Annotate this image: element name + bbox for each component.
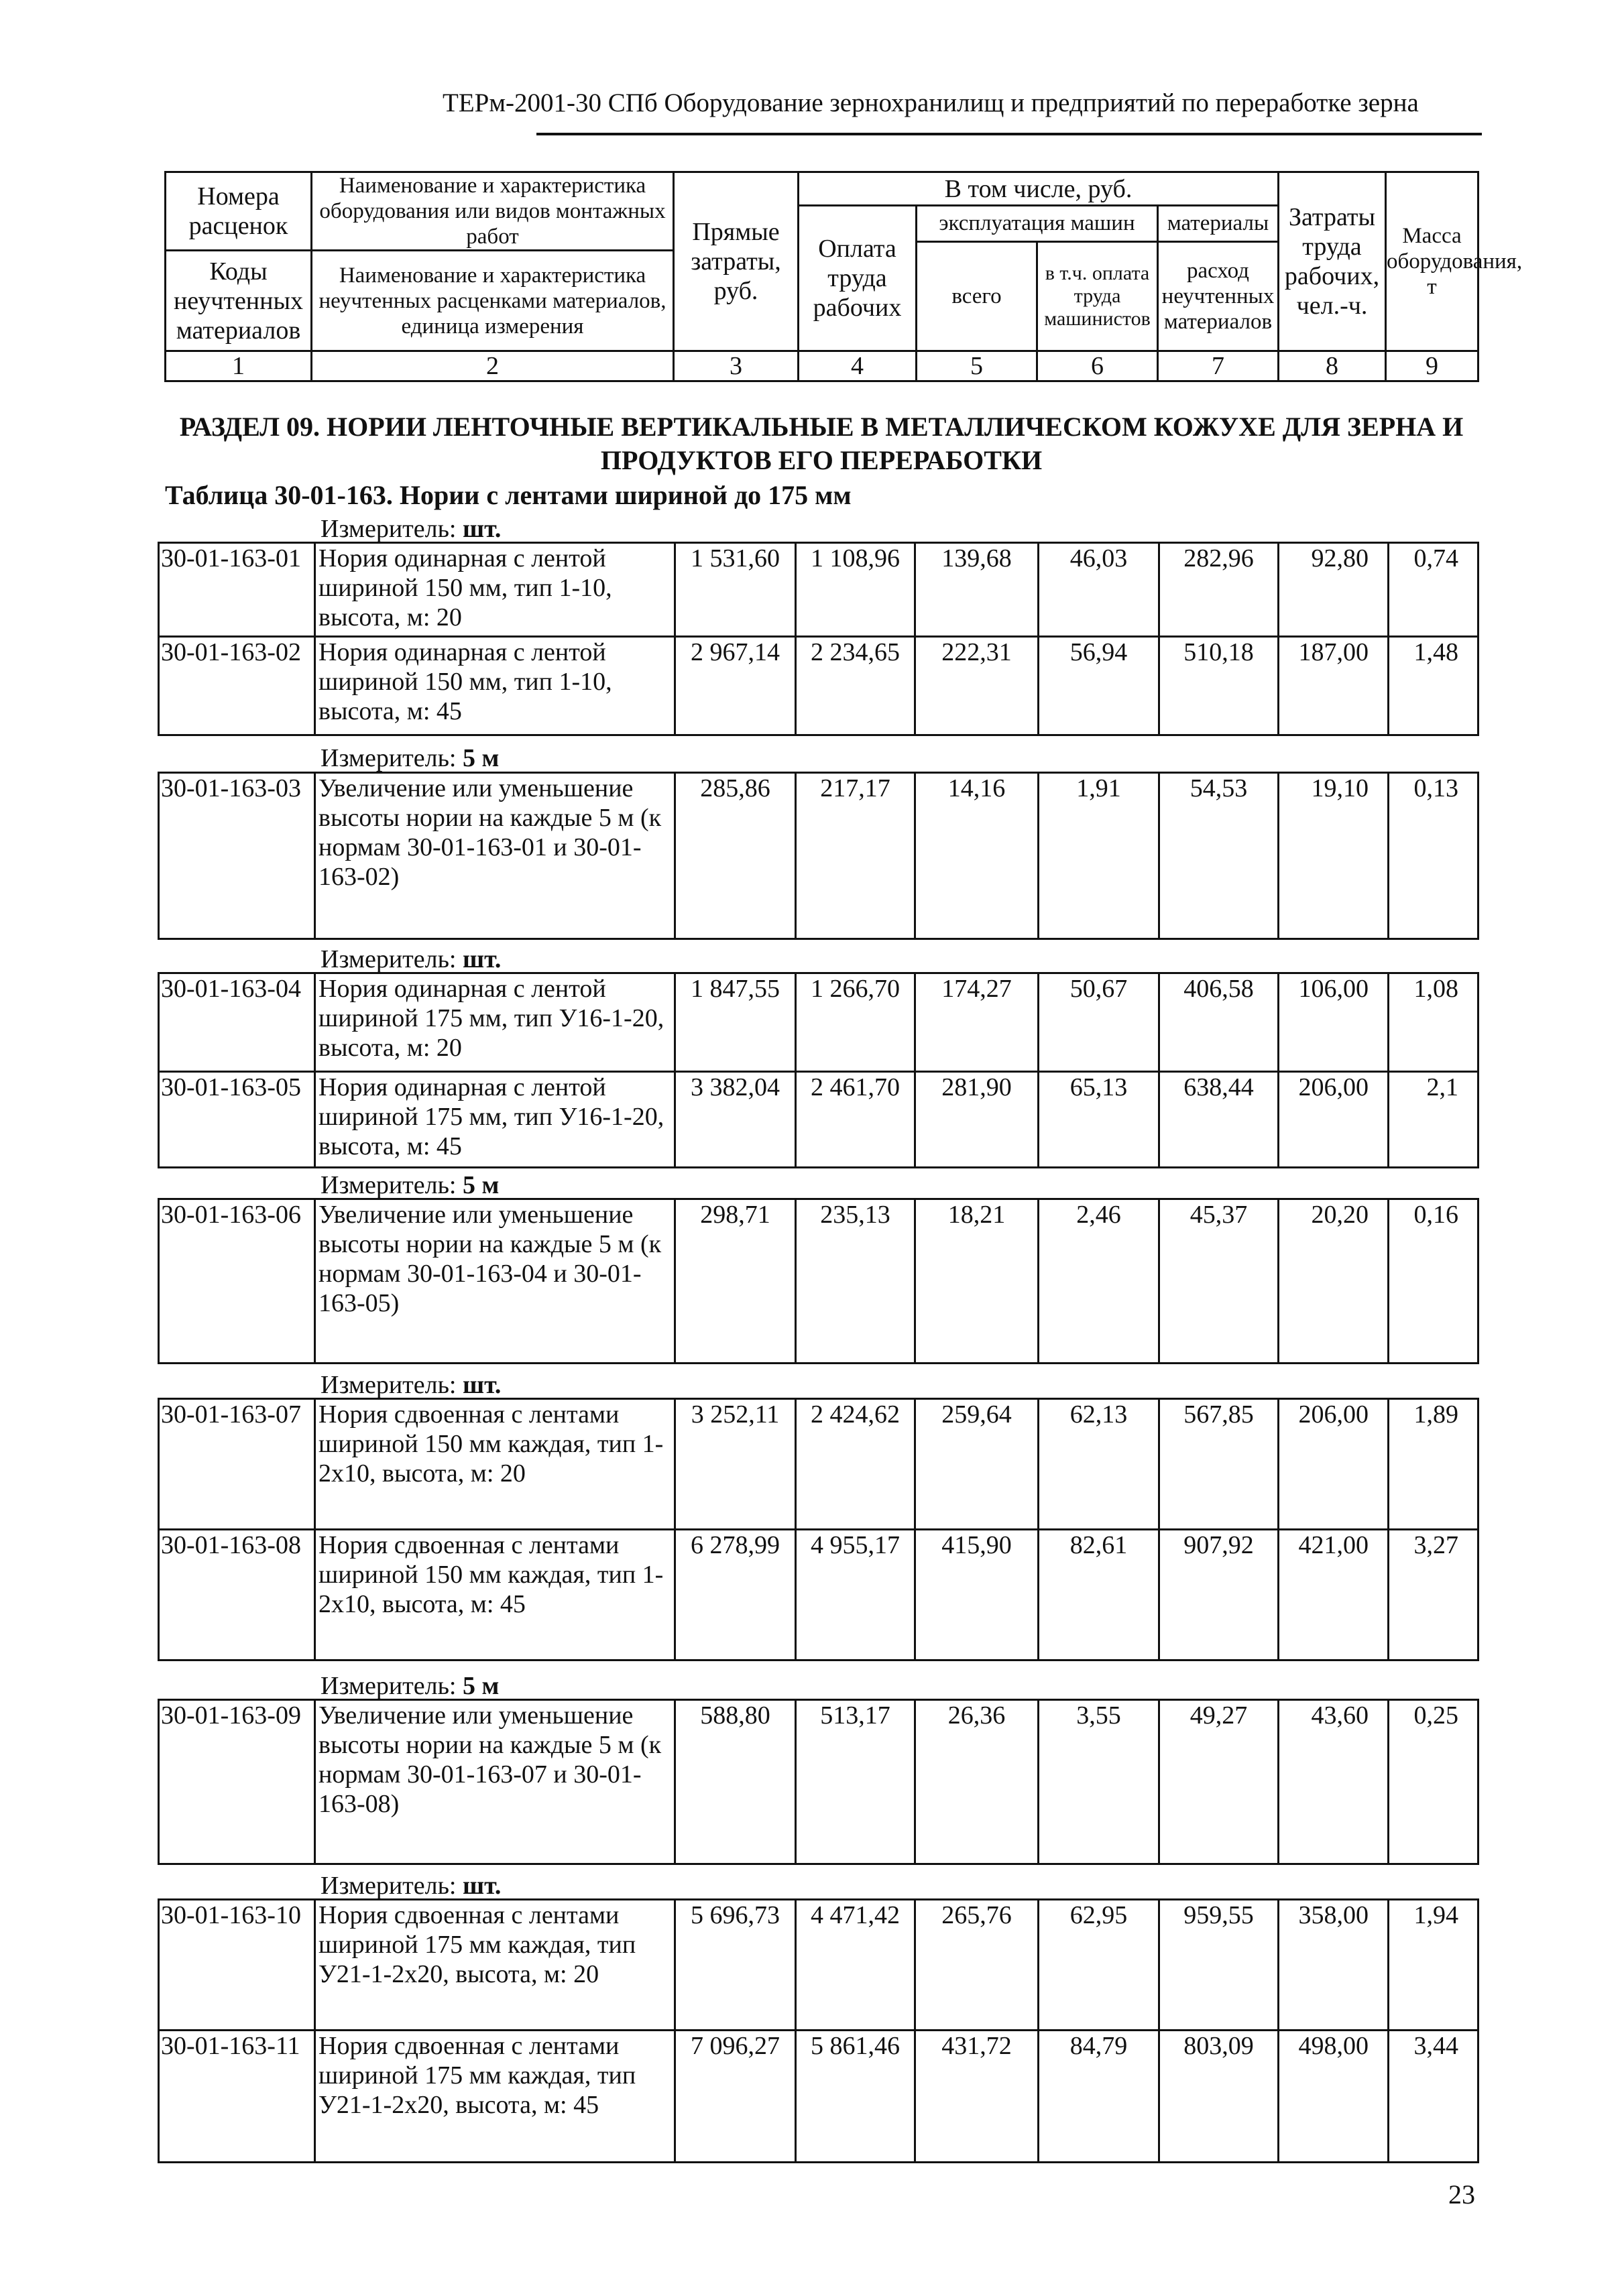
rate-name: Нория одинарная с лентой шириной 150 мм, тип 1-10, высота, м: 45 <box>315 637 675 735</box>
equipment-mass-cell: 1,08 <box>1389 973 1478 1072</box>
rate-name: Нория одинарная с лентой шириной 175 мм, тип У16-1-20, высота, м: 20 <box>315 973 675 1072</box>
equipment-mass-cell: 1,48 <box>1389 637 1478 735</box>
rate-name: Увеличение или уменьшение высоты нории на каждые 5 м (к нормам 30-01-163-01 и 30-01-163-02) <box>315 773 675 939</box>
direct-costs-cell: 7 096,27 <box>675 2031 796 2163</box>
header-material-name: Наименование и характеристика неучтенных расценками материалов, единица измерения <box>312 251 674 351</box>
rate-code: 30-01-163-10 <box>159 1900 315 2031</box>
header-materials: материалы <box>1158 206 1279 242</box>
wages-cell: 513,17 <box>796 1700 915 1864</box>
labor-hours-cell: 187,00 <box>1279 637 1389 735</box>
wages-cell: 1 108,96 <box>796 543 915 637</box>
machinist-wages-cell: 50,67 <box>1039 973 1159 1072</box>
wages-cell: 2 424,62 <box>796 1399 915 1530</box>
labor-hours-cell: 43,60 <box>1279 1700 1389 1864</box>
table-row <box>159 1199 1478 1364</box>
equipment-mass-cell: 2,1 <box>1389 1072 1478 1168</box>
machines-total-cell: 265,76 <box>915 1900 1039 2031</box>
unit-label: Измеритель: шт. <box>321 1371 502 1399</box>
rates-table-block <box>158 972 1479 1168</box>
materials-cell: 45,37 <box>1159 1199 1279 1364</box>
equipment-mass-cell: 0,74 <box>1389 543 1478 637</box>
rate-code: 30-01-163-02 <box>159 637 315 735</box>
unit-label: Измеритель: шт. <box>321 1872 502 1900</box>
machines-total-cell: 415,90 <box>915 1530 1039 1660</box>
header-machines-total: всего <box>917 241 1037 351</box>
rate-code: 30-01-163-01 <box>159 543 315 637</box>
equipment-mass-cell: 0,25 <box>1389 1700 1478 1864</box>
column-number: 3 <box>674 351 799 381</box>
machines-total-cell: 14,16 <box>915 773 1039 939</box>
machinist-wages-cell: 62,95 <box>1039 1900 1159 2031</box>
header-rate-numbers: Номера расценок <box>166 172 312 251</box>
rate-code: 30-01-163-11 <box>159 2031 315 2163</box>
page-number: 23 <box>1448 2179 1475 2210</box>
wages-cell: 235,13 <box>796 1199 915 1364</box>
machinist-wages-cell: 82,61 <box>1039 1530 1159 1660</box>
column-number: 8 <box>1279 351 1386 381</box>
rates-table-block <box>158 1398 1479 1661</box>
labor-hours-cell: 421,00 <box>1279 1530 1389 1660</box>
wages-cell: 5 861,46 <box>796 2031 915 2163</box>
table-row <box>159 1700 1478 1864</box>
machines-total-cell: 259,64 <box>915 1399 1039 1530</box>
rate-code: 30-01-163-03 <box>159 773 315 939</box>
rate-code: 30-01-163-07 <box>159 1399 315 1530</box>
labor-hours-cell: 498,00 <box>1279 2031 1389 2163</box>
table-row <box>159 773 1478 939</box>
materials-cell: 959,55 <box>1159 1900 1279 2031</box>
machinist-wages-cell: 1,91 <box>1039 773 1159 939</box>
header-machine-operation: эксплуатация машин <box>917 206 1158 242</box>
rate-code: 30-01-163-06 <box>159 1199 315 1364</box>
wages-cell: 4 471,42 <box>796 1900 915 2031</box>
table-row <box>159 1399 1478 1530</box>
wages-cell: 1 266,70 <box>796 973 915 1072</box>
equipment-mass-cell: 0,16 <box>1389 1199 1478 1364</box>
rate-name: Нория одинарная с лентой шириной 150 мм, тип 1-10, высота, м: 20 <box>315 543 675 637</box>
rate-name: Увеличение или уменьшение высоты нории на каждые 5 м (к нормам 30-01-163-04 и 30-01-163-05) <box>315 1199 675 1364</box>
table-caption: Таблица 30-01-163. Нории с лентами шириной до 175 мм <box>165 480 852 510</box>
header-wages: Оплата труда рабочих <box>799 206 917 351</box>
wages-cell: 217,17 <box>796 773 915 939</box>
materials-cell: 49,27 <box>1159 1700 1279 1864</box>
header-including: В том числе, руб. <box>799 172 1279 206</box>
materials-cell: 282,96 <box>1159 543 1279 637</box>
header-equipment-name: Наименование и характеристика оборудования или видов монтажных работ <box>312 172 674 251</box>
materials-cell: 510,18 <box>1159 637 1279 735</box>
header-direct-costs: Прямые затраты, руб. <box>674 172 799 351</box>
rate-code: 30-01-163-04 <box>159 973 315 1072</box>
labor-hours-cell: 92,80 <box>1279 543 1389 637</box>
unit-label: Измеритель: шт. <box>321 945 502 973</box>
rates-table-block <box>158 1898 1479 2163</box>
table-row <box>159 973 1478 1072</box>
rates-table-block <box>158 772 1479 940</box>
equipment-mass-cell: 3,44 <box>1389 2031 1478 2163</box>
equipment-mass-cell: 0,13 <box>1389 773 1478 939</box>
wages-cell: 2 461,70 <box>796 1072 915 1168</box>
machines-total-cell: 281,90 <box>915 1072 1039 1168</box>
rate-code: 30-01-163-09 <box>159 1700 315 1864</box>
machines-total-cell: 139,68 <box>915 543 1039 637</box>
direct-costs-cell: 3 382,04 <box>675 1072 796 1168</box>
materials-cell: 638,44 <box>1159 1072 1279 1168</box>
table-row <box>159 543 1478 637</box>
equipment-mass-cell: 3,27 <box>1389 1530 1478 1660</box>
materials-cell: 907,92 <box>1159 1530 1279 1660</box>
direct-costs-cell: 1 847,55 <box>675 973 796 1072</box>
labor-hours-cell: 106,00 <box>1279 973 1389 1072</box>
unit-label: Измеритель: 5 м <box>321 1672 500 1700</box>
rate-name: Нория сдвоенная с лентами шириной 175 мм каждая, тип У21-1-2х20, высота, м: 20 <box>315 1900 675 2031</box>
direct-costs-cell: 5 696,73 <box>675 1900 796 2031</box>
table-row <box>159 2031 1478 2163</box>
column-number: 6 <box>1037 351 1158 381</box>
labor-hours-cell: 206,00 <box>1279 1072 1389 1168</box>
unit-label: Измеритель: шт. <box>321 515 502 543</box>
labor-hours-cell: 206,00 <box>1279 1399 1389 1530</box>
column-number: 2 <box>312 351 674 381</box>
direct-costs-cell: 1 531,60 <box>675 543 796 637</box>
rates-table-block <box>158 1198 1479 1364</box>
machinist-wages-cell: 2,46 <box>1039 1199 1159 1364</box>
table-row <box>159 1072 1478 1168</box>
equipment-mass-cell: 1,94 <box>1389 1900 1478 2031</box>
column-number: 1 <box>166 351 312 381</box>
unit-label: Измеритель: 5 м <box>321 1171 500 1199</box>
column-header-table <box>164 171 1523 382</box>
column-number: 4 <box>799 351 917 381</box>
table-row <box>159 1530 1478 1660</box>
machinist-wages-cell: 84,79 <box>1039 2031 1159 2163</box>
machinist-wages-cell: 46,03 <box>1039 543 1159 637</box>
rate-name: Увеличение или уменьшение высоты нории на каждые 5 м (к нормам 30-01-163-07 и 30-01-163-08) <box>315 1700 675 1864</box>
section-title: РАЗДЕЛ 09. НОРИИ ЛЕНТОЧНЫЕ ВЕРТИКАЛЬНЫЕ В МЕТАЛЛИЧЕСКОМ КОЖУХЕ ДЛЯ ЗЕРНА И ПРОДУКТОВ ЕГО ПЕРЕРАБОТКИ <box>179 412 1464 475</box>
rate-name: Нория сдвоенная с лентами шириной 150 мм каждая, тип 1-2х10, высота, м: 20 <box>315 1399 675 1530</box>
machinist-wages-cell: 3,55 <box>1039 1700 1159 1864</box>
materials-cell: 406,58 <box>1159 973 1279 1072</box>
header-equipment-mass: Масса оборудования, т <box>1386 172 1478 351</box>
rate-name: Нория одинарная с лентой шириной 175 мм, тип У16-1-20, высота, м: 45 <box>315 1072 675 1168</box>
labor-hours-cell: 358,00 <box>1279 1900 1389 2031</box>
direct-costs-cell: 6 278,99 <box>675 1530 796 1660</box>
column-number: 9 <box>1386 351 1478 381</box>
direct-costs-cell: 2 967,14 <box>675 637 796 735</box>
machines-total-cell: 18,21 <box>915 1199 1039 1364</box>
header-rule <box>536 133 1482 135</box>
direct-costs-cell: 298,71 <box>675 1199 796 1364</box>
header-material-codes: Коды неучтенных материалов <box>166 251 312 351</box>
direct-costs-cell: 285,86 <box>675 773 796 939</box>
header-machinist-wages: в т.ч. оплата труда машинистов <box>1037 241 1158 351</box>
rates-table-block <box>158 542 1479 736</box>
direct-costs-cell: 588,80 <box>675 1700 796 1864</box>
column-number: 7 <box>1158 351 1279 381</box>
header-labor-costs: Затраты труда рабочих, чел.-ч. <box>1279 172 1386 351</box>
rate-code: 30-01-163-08 <box>159 1530 315 1660</box>
rates-table-block <box>158 1699 1479 1865</box>
wages-cell: 4 955,17 <box>796 1530 915 1660</box>
direct-costs-cell: 3 252,11 <box>675 1399 796 1530</box>
materials-cell: 803,09 <box>1159 2031 1279 2163</box>
table-row <box>159 637 1478 735</box>
machines-total-cell: 222,31 <box>915 637 1039 735</box>
machines-total-cell: 174,27 <box>915 973 1039 1072</box>
page-header: ТЕРм-2001-30 СПб Оборудование зернохранилищ и предприятий по переработке зерна <box>443 88 1419 117</box>
materials-cell: 54,53 <box>1159 773 1279 939</box>
rate-code: 30-01-163-05 <box>159 1072 315 1168</box>
equipment-mass-cell: 1,89 <box>1389 1399 1478 1530</box>
header-unaccounted-materials: расход неучтенных материалов <box>1158 241 1279 351</box>
unit-label: Измеритель: 5 м <box>321 744 500 772</box>
labor-hours-cell: 19,10 <box>1279 773 1389 939</box>
machines-total-cell: 431,72 <box>915 2031 1039 2163</box>
wages-cell: 2 234,65 <box>796 637 915 735</box>
machinist-wages-cell: 65,13 <box>1039 1072 1159 1168</box>
labor-hours-cell: 20,20 <box>1279 1199 1389 1364</box>
machinist-wages-cell: 62,13 <box>1039 1399 1159 1530</box>
machinist-wages-cell: 56,94 <box>1039 637 1159 735</box>
materials-cell: 567,85 <box>1159 1399 1279 1530</box>
rate-name: Нория сдвоенная с лентами шириной 175 мм каждая, тип У21-1-2х20, высота, м: 45 <box>315 2031 675 2163</box>
rate-name: Нория сдвоенная с лентами шириной 150 мм каждая, тип 1-2х10, высота, м: 45 <box>315 1530 675 1660</box>
table-row <box>159 1900 1478 2031</box>
column-number: 5 <box>917 351 1037 381</box>
machines-total-cell: 26,36 <box>915 1700 1039 1864</box>
